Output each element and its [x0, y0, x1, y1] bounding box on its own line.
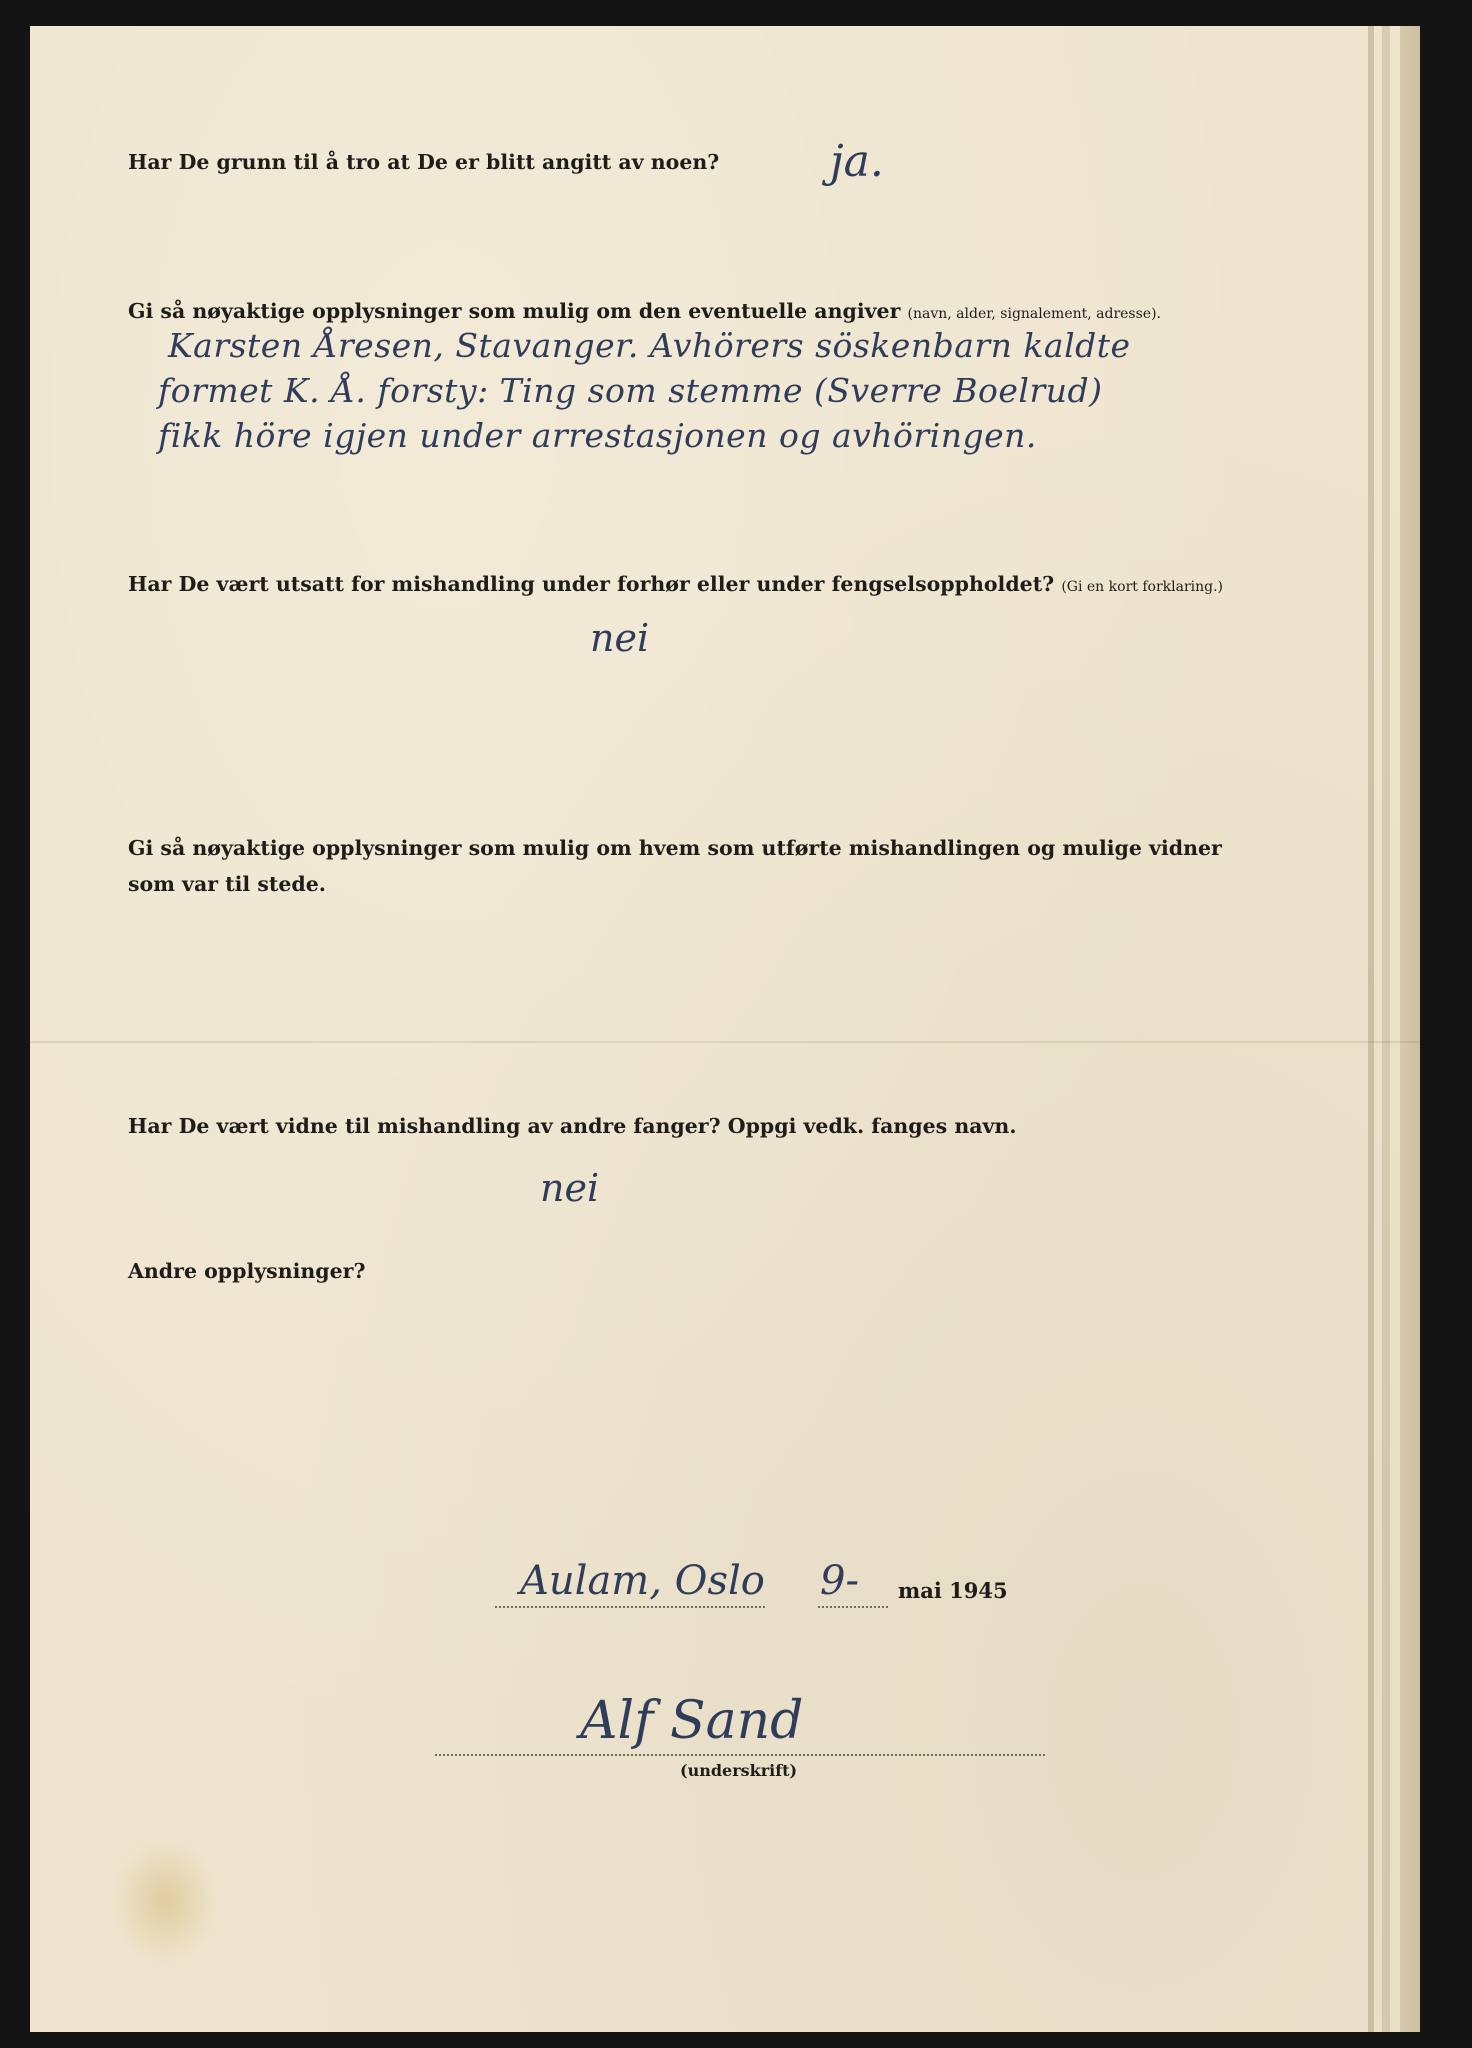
page-fold-edge	[1368, 26, 1374, 2032]
question-vidne	[128, 1106, 1016, 1146]
question-angiver-text: Gi så nøyaktige opplysninger som mulig om den eventuelle angiver	[128, 299, 901, 323]
question-angitt	[128, 142, 719, 182]
answer-vidne: nei	[540, 1166, 600, 1210]
month-year: mai 1945	[898, 1578, 1008, 1603]
answer-angitt: ja.	[830, 136, 884, 187]
answer-mishandling: nei	[590, 616, 650, 660]
question-hvem-utforte-line-1: Gi så nøyaktige opplysninger som mulig om hvem som utførte mishandlingen og mulige vidner	[128, 836, 1222, 860]
page-fold-edge	[1382, 26, 1390, 2032]
signature-dotted-line	[435, 1754, 1045, 1756]
paper-crease	[30, 1041, 1420, 1043]
question-andre	[128, 1251, 366, 1291]
page-fold-edge	[1400, 26, 1420, 2032]
question-vidne-text: Har De vært vidne til mishandling av andre fanger? Oppgi vedk. fanges navn.	[128, 1114, 1017, 1138]
question-hvem-utforte	[128, 828, 1222, 868]
paper-stain	[110, 1836, 220, 1966]
answer-angiver-line-1: Karsten Åresen, Stavanger. Avhörers söskenbarn kaldte	[168, 326, 1131, 365]
question-hvem-utforte-cont	[128, 864, 326, 904]
signature: Alf Sand	[580, 1691, 804, 1751]
document-page	[30, 26, 1420, 2032]
signature-label: (underskrift)	[680, 1761, 798, 1780]
day-dotted-line	[818, 1606, 888, 1608]
place-dotted-line	[495, 1606, 765, 1608]
question-angiver-hint: (navn, alder, signalement, adresse).	[907, 306, 1161, 322]
answer-angiver-line-2: formet K. Å. forsty: Ting som stemme (Sverre Boelrud)	[158, 371, 1103, 410]
question-angitt-text: Har De grunn til å tro at De er blitt angitt av noen?	[128, 150, 720, 174]
question-hvem-utforte-line-2: som var til stede.	[128, 872, 326, 896]
answer-angiver-line-3: fikk höre igjen under arrestasjonen og avhöringen.	[158, 416, 1037, 455]
question-mishandling	[128, 564, 1223, 607]
question-andre-text: Andre opplysninger?	[128, 1259, 366, 1283]
question-mishandling-hint: (Gi en kort forklaring.)	[1061, 579, 1224, 595]
question-mishandling-text: Har De vært utsatt for mishandling under forhør eller under fengselsoppholdet?	[128, 572, 1055, 596]
day-handwritten: 9-	[820, 1558, 859, 1604]
place-handwritten: Aulam, Oslo	[520, 1558, 765, 1604]
